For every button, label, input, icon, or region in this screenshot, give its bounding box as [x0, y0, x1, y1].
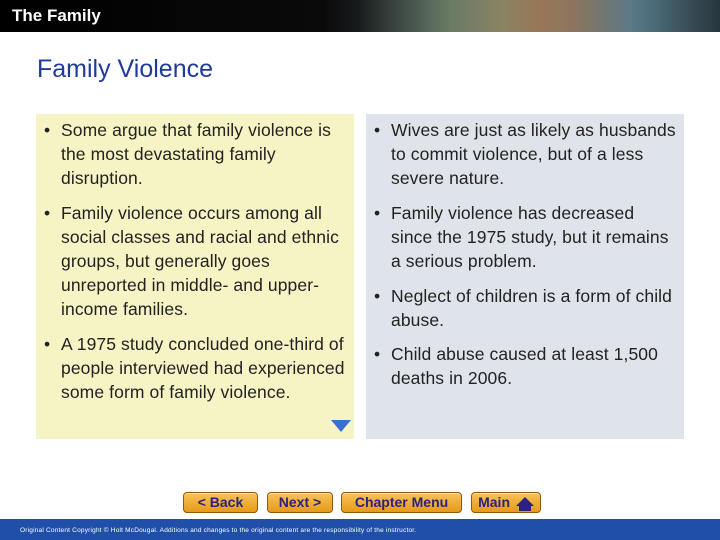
list-item-text: Family violence has decreased since the 1975 study, but it remains a serious problem.	[391, 203, 669, 271]
list-item-text: Child abuse caused at least 1,500 deaths in 2006.	[391, 344, 658, 388]
list-item-text: Family violence occurs among all social classes and racial and ethnic groups, but generally goes unreported in middle- and upper-income families.	[61, 203, 339, 319]
bullet-glyph: •	[374, 344, 381, 364]
next-button[interactable]: Next >	[267, 492, 333, 513]
bullet-glyph: •	[44, 120, 51, 140]
bullet-glyph: •	[44, 203, 51, 223]
footer-bar	[0, 519, 720, 540]
list-item	[44, 332, 349, 404]
list-item-text: A 1975 study concluded one-third of people interviewed had experienced some form of family violence.	[61, 334, 345, 402]
list-item	[374, 284, 679, 332]
main-button[interactable]	[471, 492, 541, 513]
back-button[interactable]: < Back	[183, 492, 258, 513]
copyright-text: Original Content Copyright © Holt McDougal. Additions and changes to the original content are the responsibility of the instructor.	[20, 527, 417, 534]
list-item-text: Some argue that family violence is the most devastating family disruption.	[61, 120, 331, 188]
list-item	[374, 342, 679, 390]
header-title: The Family	[12, 6, 101, 25]
list-item	[374, 201, 679, 273]
chapter-menu-button[interactable]: Chapter Menu	[341, 492, 462, 513]
bullet-glyph: •	[44, 334, 51, 354]
bullet-glyph: •	[374, 120, 381, 140]
list-item	[374, 118, 679, 190]
list-item	[44, 201, 349, 321]
bullet-glyph: •	[374, 203, 381, 223]
list-item-text: Wives are just as likely as husbands to commit violence, but of a less severe nature.	[391, 120, 676, 188]
header-banner	[0, 0, 720, 32]
list-item-text: Neglect of children is a form of child abuse.	[391, 286, 673, 330]
left-panel	[36, 114, 354, 439]
list-item	[44, 118, 349, 190]
right-panel	[366, 114, 684, 439]
more-down-arrow-icon[interactable]	[331, 420, 351, 432]
home-icon	[516, 497, 534, 506]
main-button-label: Main	[478, 494, 510, 510]
bullet-glyph: •	[374, 286, 381, 306]
banner-artwork	[360, 0, 720, 32]
page-title: Family Violence	[37, 55, 214, 83]
